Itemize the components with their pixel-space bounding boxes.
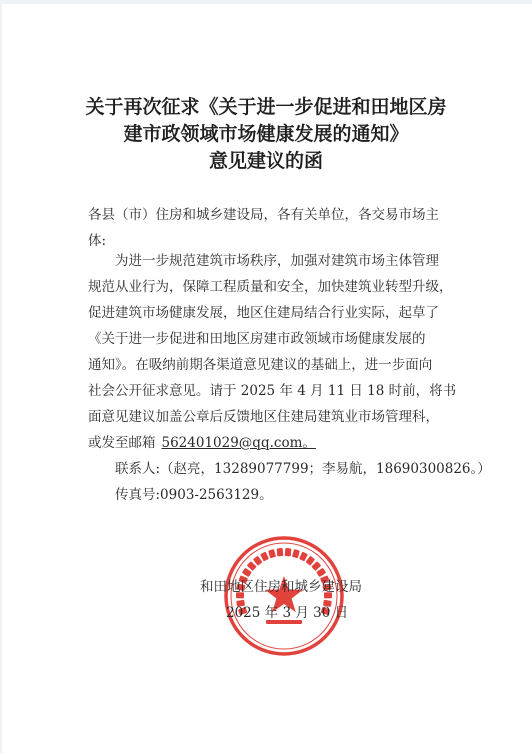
email-prefix: 或发至邮箱 — [88, 435, 156, 451]
title-line-3: 意见建议的函 — [208, 150, 323, 172]
salutation-line-1: 各县（市）住房和城乡建设局，各有关单位，各交易市场主 — [88, 207, 439, 223]
seal-glyph-mark — [285, 548, 292, 557]
seal-glyph-mark — [305, 556, 315, 566]
salutation — [88, 202, 468, 254]
seal-glyph-mark — [260, 552, 269, 562]
seal-glyph-mark — [268, 549, 276, 558]
title-line-2: 建市政领域市场健康发展的通知》 — [123, 123, 409, 145]
seal-glyph-mark — [311, 561, 321, 571]
body-line: 促进建筑市场健康发展，地区住建局结合行业实际，起草了 — [88, 305, 439, 321]
email-line — [88, 430, 468, 456]
document-title — [60, 94, 472, 175]
document-body — [88, 248, 491, 508]
body-line: 面意见建议加盖公章后反馈地区住建局建筑业市场管理科， — [88, 409, 439, 425]
body-line: 《关于进一步促进和田地区房建市政领域市场健康发展的 — [88, 331, 426, 347]
page-left-edge — [0, 0, 2, 753]
body-line: 规范从业行为，保障工程质量和安全，加快建筑业转型升级， — [88, 279, 453, 295]
seal-glyph-mark — [292, 549, 300, 558]
body-line: 社会公开征求意见。请于 2025 年 4 月 11 日 18 时前，将书 — [88, 383, 457, 399]
seal-glyph-mark — [299, 552, 308, 562]
signature-org: 和田地区住房和城乡建设局 — [200, 579, 362, 595]
seal-glyph-mark — [247, 561, 257, 571]
page-top-edge — [0, 0, 532, 4]
seal-glyph-mark — [253, 556, 263, 566]
signature-date: 2025 年 3 月 30 日 — [226, 605, 349, 621]
salutation-line-2: 体: — [88, 233, 107, 249]
signature-block — [200, 574, 380, 626]
seal-glyph-mark — [277, 548, 284, 557]
title-line-1: 关于再次征求《关于进一步促进和田地区房 — [85, 96, 447, 118]
fax-line: 传真号:0903-2563129。 — [115, 487, 273, 503]
body-line: 通知》。在吸纳前期各渠道意见建议的基础上，进一步面向 — [88, 357, 433, 373]
contact-line: 联系人:（赵亮，13289077799；李易航，18690300826。） — [115, 461, 491, 477]
body-line: 为进一步规范建筑市场秩序，加强对建筑市场主体管理 — [115, 253, 439, 269]
email-link[interactable]: 562401029@qq.com。 — [161, 435, 316, 451]
